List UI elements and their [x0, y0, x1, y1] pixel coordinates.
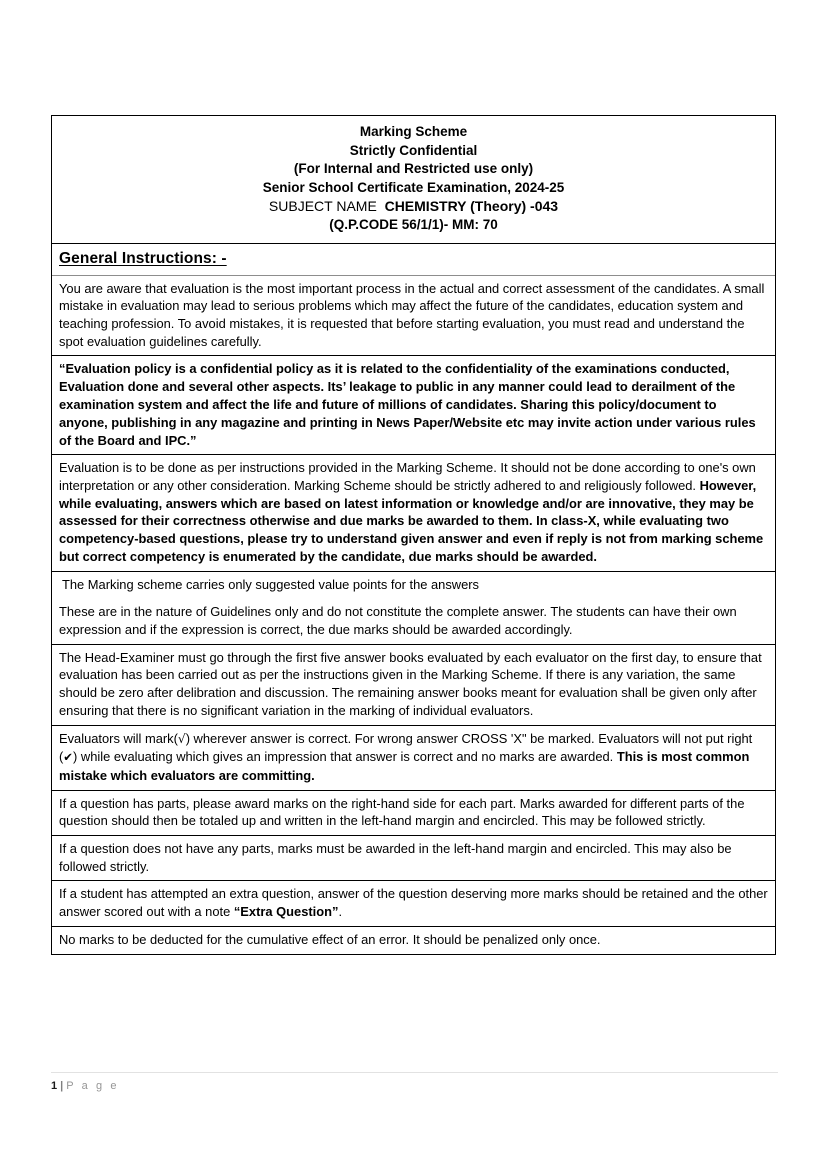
cumulative-effect-text: No marks to be deducted for the cumulative effect of an error. It should be penalized only once. — [59, 931, 601, 947]
marking-symbols-text — [59, 730, 768, 785]
evaluation-importance-text: You are aware that evaluation is the most important process in the actual and correct assessment of the candidates. A small mistake in evaluation may lead to serious problems which may affect the future of the candidates, education system and teaching profession. To avoid mistakes, it is requested that before starting evaluation, you must read and understand the spot evaluation guidelines carefully. — [59, 280, 765, 349]
table-row-evaluation-importance — [52, 276, 775, 357]
general-instructions-heading: General Instructions: - — [59, 249, 227, 267]
subject-value: CHEMISTRY (Theory) -043 — [384, 198, 559, 215]
question-has-parts-cell — [52, 791, 775, 835]
extra-question-cell — [52, 881, 775, 925]
check-mark-thin-icon: √ — [177, 731, 186, 746]
guidelines-nature-text: These are in the nature of Guidelines only and do not constitute the complete answer. The students can have their own expression and if the expression is correct, the due marks should be awarded accordingly. — [59, 604, 737, 637]
extra-question-part1: If a student has attempted an extra question, answer of the question deserving more marks should be retained and the other answer scored out with a note — [59, 886, 768, 920]
table-row-question-has-parts — [52, 791, 775, 836]
table-row-extra-question — [52, 881, 775, 926]
question-has-parts-text: If a question has parts, please award marks on the right-hand side for each part. Marks awarded for different parts of the question should then be totaled up and written in the left-hand margin and encircled. This may be followed strictly. — [59, 795, 745, 829]
per-instructions-plain: Evaluation is to be done as per instructions provided in the Marking Scheme. It should not be done according to one's own interpretation or any other consideration. Marking Scheme should be strictly adhered to and religiously followed. — [59, 460, 756, 494]
extra-question-quote-close: ” — [332, 904, 339, 920]
extra-question-quote-open: “ — [233, 904, 241, 920]
table-row-cumulative-effect — [52, 927, 775, 954]
per-instructions-cell — [52, 455, 775, 570]
subject-label: SUBJECT NAME — [268, 198, 377, 215]
marking-symbols-part1: Evaluators will mark( — [59, 730, 178, 746]
per-instructions-bold: However, while evaluating, answers which are based on latest information or knowledge and/or are innovative, they may be assessed for their correctness otherwise and due marks be awarded to them. In class-X, while evaluating two competency-based questions, please try to understand given answer and even if reply is not from marking scheme but correct competency is enumerated by the candidate, due marks should be awarded. — [59, 478, 764, 564]
extra-question-label: Extra Question — [240, 904, 332, 920]
marking-symbols-cell — [52, 726, 775, 790]
table-row-value-points-guidelines — [52, 572, 775, 645]
page-footer — [51, 1072, 778, 1092]
check-mark-bold-icon: ✔ — [63, 750, 74, 765]
evaluation-importance-cell — [52, 276, 775, 356]
per-instructions-text — [59, 459, 768, 565]
extra-question-text — [59, 885, 768, 920]
header-title-marking-scheme: Marking Scheme — [359, 124, 468, 139]
marking-scheme-table — [51, 115, 776, 955]
cumulative-effect-cell — [52, 927, 775, 954]
confidential-policy-text: “Evaluation policy is a confidential policy as it is related to the confidentiality of the examinations conducted, Evaluation done and several other aspects. Its’ leakage to public in any manner could lead to derailment of the examination system and affect the life and future of millions of candidates. Sharing this policy/document to anyone, publishing in any magazine and printing in News Paper/Website etc may invite action under various rules of the Board and IPC.” — [59, 361, 756, 448]
question-no-parts-text: If a question does not have any parts, marks must be awarded in the left-hand margin and encircled. This may also be followed strictly. — [59, 841, 732, 874]
value-points-guidelines-cell — [52, 572, 775, 644]
marking-symbols-part2: ) wherever answer is correct. For wrong answer CROSS 'X" be marked. Evaluators will not put right ( — [59, 730, 753, 765]
confidential-policy-cell — [52, 356, 775, 454]
footer-page-number: 1 — [51, 1080, 58, 1092]
general-instructions-cell — [52, 244, 775, 275]
header-examination-name: Senior School Certificate Examination, 2024-25 — [262, 179, 565, 195]
table-row-general-instructions-heading — [52, 244, 775, 276]
table-row-per-instructions — [52, 455, 775, 571]
footer-page-indicator — [51, 1080, 778, 1092]
head-examiner-cell — [52, 645, 775, 725]
footer-page-word: P a g e — [66, 1080, 120, 1092]
header-strictly-confidential: Strictly Confidential — [349, 142, 478, 158]
table-row-header — [52, 116, 775, 244]
header-internal-use: (For Internal and Restricted use only) — [293, 161, 534, 177]
question-no-parts-cell — [52, 836, 775, 880]
table-row-question-no-parts — [52, 836, 775, 881]
value-points-text: The Marking scheme carries only suggested value points for the answers — [62, 576, 480, 592]
document-header-block — [52, 116, 775, 243]
table-row-head-examiner — [52, 645, 775, 726]
marking-symbols-part3: ) while evaluating which gives an impression that answer is correct and no marks are awarded. — [73, 749, 617, 765]
table-row-marking-symbols — [52, 726, 775, 791]
head-examiner-text: The Head-Examiner must go through the first five answer books evaluated by each evaluator on the first day, to ensure that evaluation has been carried out as per the instructions given in the Marking Scheme. If there is any variation, the same should be zero after delibration and discussion. The remaining answer books meant for evaluation shall be given only after ensuring that there is no significant variation in the marking of individual evaluators. — [59, 649, 762, 718]
header-subject-line — [59, 197, 768, 216]
extra-question-part2: . — [338, 904, 343, 920]
footer-divider — [51, 1072, 778, 1073]
marking-symbols-bold-warning: This is most common mistake which evaluators are committing. — [59, 749, 750, 783]
table-row-confidential-policy — [52, 356, 775, 455]
header-qp-code-marks: (Q.P.CODE 56/1/1)- MM: 70 — [329, 216, 498, 232]
footer-separator: | — [60, 1080, 64, 1092]
